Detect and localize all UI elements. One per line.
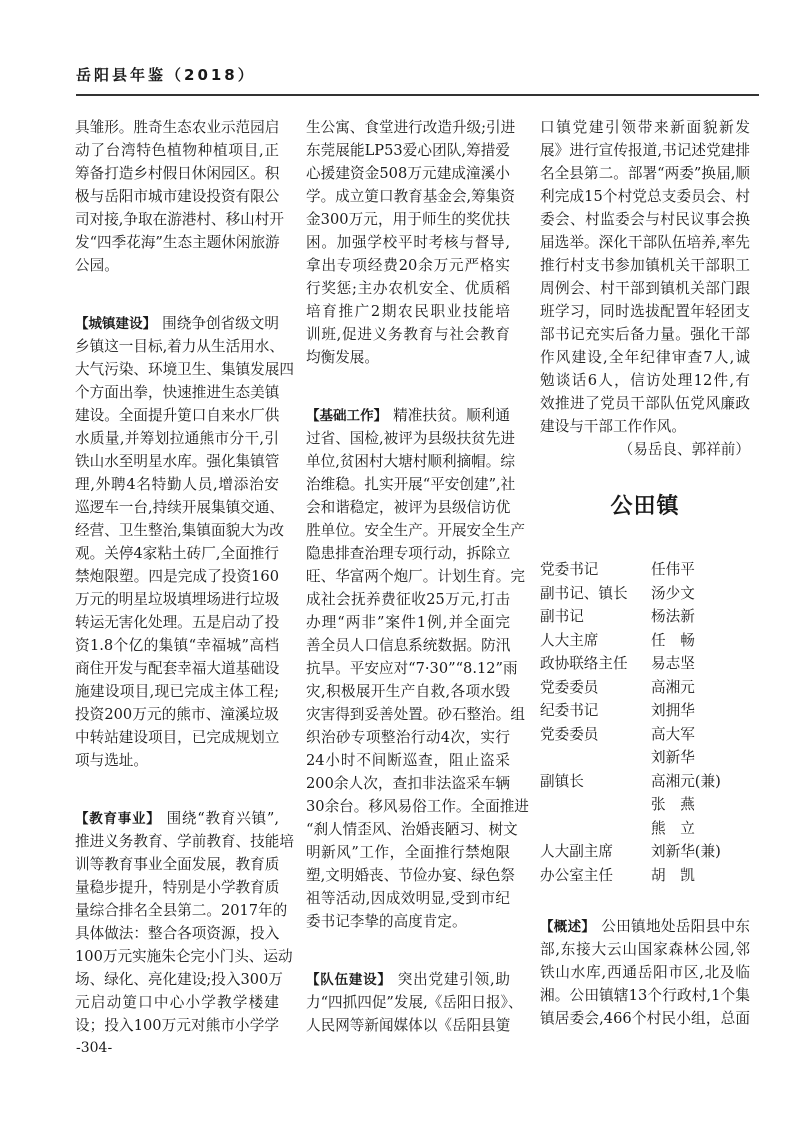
text-line	[75, 853, 279, 876]
staff-row	[540, 699, 750, 723]
text-line	[540, 392, 750, 415]
text-line	[306, 864, 515, 887]
text-line	[306, 611, 510, 634]
line-text: 具体做法：整合各项资源，投入	[75, 925, 280, 942]
text-line	[306, 703, 525, 726]
text-line	[540, 984, 750, 1007]
text-line	[75, 254, 279, 277]
staff-row	[540, 770, 750, 794]
line-text: 大气污染、环境卫生、集镇发展四	[75, 361, 294, 378]
text-line	[540, 139, 750, 162]
line-text: 单位,贫困村大塘村顺利摘帽。综	[306, 453, 515, 470]
paragraph	[75, 807, 294, 1037]
line-text: 司对接,争取在游港村、移山村开	[75, 211, 284, 228]
line-text: 围绕“教育兴镇”,	[166, 810, 280, 827]
text-line	[75, 611, 279, 634]
section-heading: 【队伍建设】	[306, 972, 392, 988]
text-line	[75, 830, 294, 853]
line-text: 禁炮限塑。四是完成了投资160	[75, 568, 279, 585]
text-line	[75, 749, 279, 772]
section-heading: 【教育事业】	[75, 811, 161, 827]
text-line	[306, 749, 510, 772]
text-line	[75, 162, 279, 185]
text-line	[306, 657, 518, 680]
line-text: 办理“两非”案件1例,并全面完	[306, 614, 510, 631]
column-1	[75, 116, 294, 1072]
text-line	[306, 473, 516, 496]
line-text: 元启动筻口中心小学教学楼建	[75, 994, 279, 1011]
line-text: 部,东接大云山国家森林公园,邻	[540, 941, 750, 958]
staff-row	[540, 817, 750, 841]
text-line	[306, 277, 510, 300]
text-line	[540, 346, 750, 369]
line-text: 委会、村监委会与村民议事会换	[540, 211, 750, 228]
text-line	[75, 945, 293, 968]
line-text: 巡逻车一台,持续开展集镇交通、	[75, 499, 284, 516]
line-text: 中转站建设项目，已完成规划立	[75, 729, 280, 746]
column-2	[306, 116, 529, 1072]
staff-position: 人大主席	[540, 631, 599, 649]
line-text: 施建设项目,现已完成主体工程;	[75, 683, 279, 700]
line-text: 祖等活动,因成效明显,受到市纪	[306, 890, 510, 907]
page-number: -304-	[76, 1040, 113, 1056]
text-line	[75, 335, 284, 358]
text-line	[75, 634, 279, 657]
line-text: 资1.8个亿的集镇“幸福城”高档	[75, 637, 279, 654]
text-line	[306, 887, 510, 910]
line-text: 公田镇地处岳阳县中东	[601, 918, 750, 935]
staff-position: 党委委员	[540, 725, 599, 743]
line-text: 金300万元，用于师生的奖优扶	[306, 211, 510, 228]
line-text: 湘。公田镇辖13个行政村,1个集	[540, 987, 750, 1004]
staff-position	[540, 817, 651, 841]
text-line	[540, 415, 750, 438]
staff-row	[540, 723, 750, 747]
paragraph	[75, 116, 284, 277]
text-line	[306, 346, 510, 369]
line-text: 行奖惩;主办农机安全、优质稻	[306, 280, 510, 297]
text-line	[75, 991, 279, 1014]
line-text: 周例会、村干部到镇机关部门跟	[540, 280, 750, 297]
paragraph	[306, 968, 523, 1037]
line-text: 委书记李挚的高度肯定。	[306, 913, 467, 930]
staff-position: 办公室主任	[540, 866, 613, 884]
text-line	[75, 542, 279, 565]
text-line	[540, 116, 750, 139]
text-line	[540, 162, 750, 185]
text-line	[540, 277, 750, 300]
text-line	[75, 922, 279, 945]
text-line	[306, 991, 523, 1014]
line-text: 精准扶贫。顺利通	[393, 407, 510, 424]
staff-position: 副书记	[540, 608, 584, 625]
text-line	[306, 588, 510, 611]
text-line	[75, 231, 279, 254]
text-line	[540, 300, 750, 323]
text-line	[306, 139, 510, 162]
text-line	[75, 726, 279, 749]
staff-name: 高大军	[651, 725, 695, 743]
line-text: 100万元实施朱仑完小门头、运动	[75, 948, 293, 965]
text-line	[540, 915, 750, 938]
line-text: 勉谈话6人，信访处理12件,有	[540, 372, 750, 389]
text-line	[306, 300, 510, 323]
line-text: 乡镇这一目标,着力从生活用水、	[75, 338, 284, 355]
text-line	[540, 231, 750, 254]
line-text: 推行村支书参加镇机关干部职工	[540, 257, 750, 274]
line-text: 筹备打造乡村假日休闲园区。积	[75, 165, 280, 182]
text-line	[75, 519, 284, 542]
line-text: 转运无害化处理。五是启动了投	[75, 614, 280, 631]
line-text: 经营、卫生整治,集镇面貌大为改	[75, 522, 284, 539]
text-line	[306, 323, 510, 346]
line-text: 水质量,并筹划拉通熊市分干,引	[75, 430, 279, 447]
line-text: 学。成立筻口教育基金会,筹集资	[306, 188, 515, 205]
text-line	[306, 818, 518, 841]
line-text: 训班,促进义务教育与社会教育	[306, 326, 510, 343]
staff-name: 张 燕	[651, 796, 695, 813]
staff-name: 任伟平	[651, 561, 695, 578]
staff-name: 熊 立	[651, 819, 695, 837]
staff-row	[540, 676, 750, 700]
staff-row	[540, 558, 750, 582]
text-line	[75, 473, 279, 496]
text-line	[306, 231, 510, 254]
line-text: 项与选址。	[75, 752, 148, 769]
text-line	[306, 254, 510, 277]
text-line	[306, 841, 510, 864]
text-line	[306, 519, 525, 542]
line-text: 力“四抓四促”发展,《岳阳日报》、	[306, 994, 523, 1011]
line-text: 铁山水至明星水库。强化集镇管	[75, 453, 280, 470]
text-line	[306, 565, 525, 588]
line-text: 量综合排名全县第二。2017年的	[75, 902, 288, 919]
text-line	[540, 208, 750, 231]
line-text: 200余人次，查扣非法盗采车辆	[306, 775, 510, 792]
line-text: 灾,积极展开生产自救,各项水毁	[306, 683, 510, 700]
line-text: 会和谐稳定，被评为县级信访优	[306, 499, 511, 516]
text-line	[75, 588, 279, 611]
paragraph	[306, 404, 529, 933]
line-text: 胜单位。安全生产。开展安全生产	[306, 522, 525, 539]
staff-position: 党委书记	[540, 561, 599, 578]
line-text: 成社会抚养费征收25万元,打击	[306, 591, 510, 608]
line-text: 突出党建引领,助	[397, 971, 511, 988]
staff-position: 人大副主席	[540, 843, 613, 860]
line-text: 理,外聘4名特勤人员,增添治安	[75, 476, 279, 493]
line-text: 动了台湾特色植物种植项目,正	[75, 142, 279, 159]
line-text: 镇居委会,466个村民小组，总面	[540, 1010, 750, 1027]
text-line	[75, 450, 279, 473]
text-line	[306, 185, 515, 208]
paragraph	[306, 116, 516, 369]
line-text: 投资200万元的熊市、潼溪垃圾	[75, 706, 279, 723]
text-line	[306, 910, 510, 933]
line-text: 织治砂专项整治行动4次，实行	[306, 729, 510, 746]
line-text: 明新风”工作，全面推行禁炮限	[306, 844, 510, 861]
line-text: 旺、华富两个炮厂。计划生育。完	[306, 568, 525, 585]
text-line	[540, 938, 750, 961]
text-line	[306, 726, 510, 749]
staff-position: 副书记、镇长	[540, 584, 628, 602]
text-line	[306, 162, 510, 185]
text-line	[75, 381, 279, 404]
text-line	[75, 1014, 279, 1037]
staff-position: 党委委员	[540, 678, 599, 696]
author-signature: （易岳良、郭祥前）	[618, 441, 750, 458]
text-line	[75, 208, 284, 231]
staff-row	[540, 793, 750, 817]
staff-list	[540, 558, 750, 887]
line-text: 设；投入100万元对熊市小学学	[75, 1017, 279, 1034]
text-line	[75, 899, 288, 922]
text-line	[75, 807, 279, 830]
line-text: 治维稳。扎实开展“平安创建”,社	[306, 476, 516, 493]
text-line	[306, 404, 510, 427]
text-line	[306, 772, 510, 795]
staff-position: 政协联络主任	[540, 655, 628, 672]
line-text: 部书记充实后备力量。强化干部	[540, 326, 750, 343]
text-line	[540, 1007, 750, 1030]
line-text: 效推进了党员干部队伍党风廉政	[540, 395, 750, 412]
text-line	[75, 312, 279, 335]
line-text: 口镇党建引领带来新面貌新发	[540, 119, 750, 136]
line-text: 建设。全面提升筻口自来水厂供	[75, 407, 280, 424]
line-text: 展》进行宣传报道,书记述党建排	[540, 142, 750, 159]
line-text: 发“四季花海”生态主题休闲旅游	[75, 234, 280, 251]
line-text: 极与岳阳市城市建设投资有限公	[75, 188, 280, 205]
text-line	[306, 450, 515, 473]
line-text: 抗旱。平安应对“7·30”“8.12”雨	[306, 660, 518, 677]
line-text: 建设与干部工作作风。	[540, 418, 686, 435]
line-text: 拿出专项经费20余万元严格实	[306, 257, 510, 274]
staff-name: 高湘元	[651, 678, 695, 696]
line-text: 培育推广2期农民职业技能培	[306, 303, 510, 320]
staff-name: 刘新华(兼)	[651, 843, 721, 860]
line-text: 善全员人口信息系统数据。防汛	[306, 637, 511, 654]
line-text: 铁山水库,西通岳阳市区,北及临	[540, 964, 750, 981]
staff-name: 刘拥华	[651, 702, 695, 719]
line-text: 东莞展能LP53爱心团队,筹措爱	[306, 142, 510, 159]
line-text: 万元的明星垃圾填埋场进行垃圾	[75, 591, 280, 608]
line-text: 过省、国检,被评为县级扶贫先进	[306, 430, 515, 447]
staff-row	[540, 746, 750, 770]
staff-name: 高湘元(兼)	[651, 772, 721, 790]
line-text: 商住开发与配套幸福大道基础设	[75, 660, 280, 677]
line-text: 届选举。深化干部队伍培养,率先	[540, 234, 750, 251]
paragraph	[75, 312, 294, 772]
line-text: 公园。	[75, 257, 119, 274]
staff-row	[540, 864, 750, 888]
line-text: 量稳步提升，特别是小学教育质	[75, 879, 280, 896]
staff-name: 胡 凯	[651, 866, 695, 884]
text-line	[540, 254, 750, 277]
line-text: 个方面出拳，快速推进生态美镇	[75, 384, 280, 401]
line-text: 均衡发展。	[306, 349, 379, 366]
line-text: 训等教育事业全面发展，教育质	[75, 856, 280, 873]
staff-position	[540, 793, 651, 817]
line-text: 作风建设,全年纪律审查7人,诚	[540, 349, 750, 366]
line-text: 围绕争创省级文明	[162, 315, 279, 332]
text-line	[306, 795, 529, 818]
line-text: 生公寓、食堂进行改造升级;引进	[306, 119, 516, 136]
section-heading: 【基础工作】	[306, 408, 388, 424]
paragraph	[540, 915, 750, 1030]
text-line	[540, 961, 750, 984]
text-line	[306, 496, 510, 519]
text-line	[75, 703, 279, 726]
text-line	[75, 968, 283, 991]
line-text: 利完成15个村党总支委员会、村	[540, 188, 750, 205]
staff-row	[540, 840, 750, 864]
line-text: 场、绿化、亮化建设;投入300万	[75, 971, 283, 988]
text-line	[306, 680, 510, 703]
staff-row	[540, 652, 750, 676]
staff-row	[540, 605, 750, 629]
line-text: 观。关停4家粘土砖厂,全面推行	[75, 545, 279, 562]
column-3	[540, 116, 750, 1065]
staff-row	[540, 629, 750, 653]
line-text: 隐患排查治理专项行动，拆除立	[306, 545, 511, 562]
paragraph	[540, 116, 750, 461]
line-text: 心援建资金508万元建成潼溪小	[306, 165, 510, 182]
text-line	[75, 657, 279, 680]
text-line	[75, 139, 279, 162]
line-text: 30余台。移风易俗工作。全面推进	[306, 798, 529, 815]
running-header: 岳阳县年鉴（2018）	[76, 66, 256, 84]
line-text: 人民网等新闻媒体以《岳阳县筻	[306, 1017, 511, 1034]
text-line	[306, 427, 515, 450]
text-line	[306, 208, 510, 231]
line-text: 班学习，同时选拔配置年轻团支	[540, 303, 750, 320]
staff-position: 纪委书记	[540, 702, 599, 719]
staff-name: 刘新华	[651, 749, 695, 766]
text-line	[75, 496, 284, 519]
staff-name: 任 畅	[651, 631, 695, 649]
staff-name: 易志坚	[651, 655, 695, 672]
text-line	[75, 185, 279, 208]
text-line	[306, 968, 510, 991]
line-text: 困。加强学校平时考核与督导,	[306, 234, 510, 251]
staff-name: 汤少文	[651, 584, 695, 602]
text-line	[75, 358, 294, 381]
text-line	[540, 185, 750, 208]
section-heading: 【城镇建设】	[75, 316, 157, 332]
text-line	[306, 116, 516, 139]
text-line	[75, 116, 279, 139]
text-line	[75, 680, 279, 703]
line-text: 推进义务教育、学前教育、技能培	[75, 833, 294, 850]
staff-position: 副镇长	[540, 772, 584, 790]
text-line	[540, 369, 750, 392]
staff-row	[540, 582, 750, 606]
section-heading: 【概述】	[540, 919, 596, 935]
line-text: 24小时不间断巡查，阻止盗采	[306, 752, 510, 769]
text-line	[75, 427, 279, 450]
text-line	[306, 542, 510, 565]
header-divider	[76, 94, 759, 96]
section-title: 公田镇	[610, 493, 680, 519]
text-line	[540, 323, 750, 346]
text-line	[306, 634, 510, 657]
line-text: 名全县第二。部署“两委”换届,顺	[540, 165, 750, 182]
line-text: “刹人情歪风、治婚丧陋习、树文	[306, 821, 518, 838]
text-line	[306, 1014, 510, 1037]
line-text: 塑,文明婚丧、节俭办宴、绿色祭	[306, 867, 515, 884]
text-line	[75, 876, 279, 899]
text-line	[75, 404, 279, 427]
line-text: 具雏形。胜奇生态农业示范园启	[75, 119, 280, 136]
line-text: 灾害得到妥善处置。砂石整治。组	[306, 706, 525, 723]
staff-position	[540, 746, 651, 770]
staff-name: 杨法新	[651, 608, 695, 625]
text-line	[75, 565, 279, 588]
